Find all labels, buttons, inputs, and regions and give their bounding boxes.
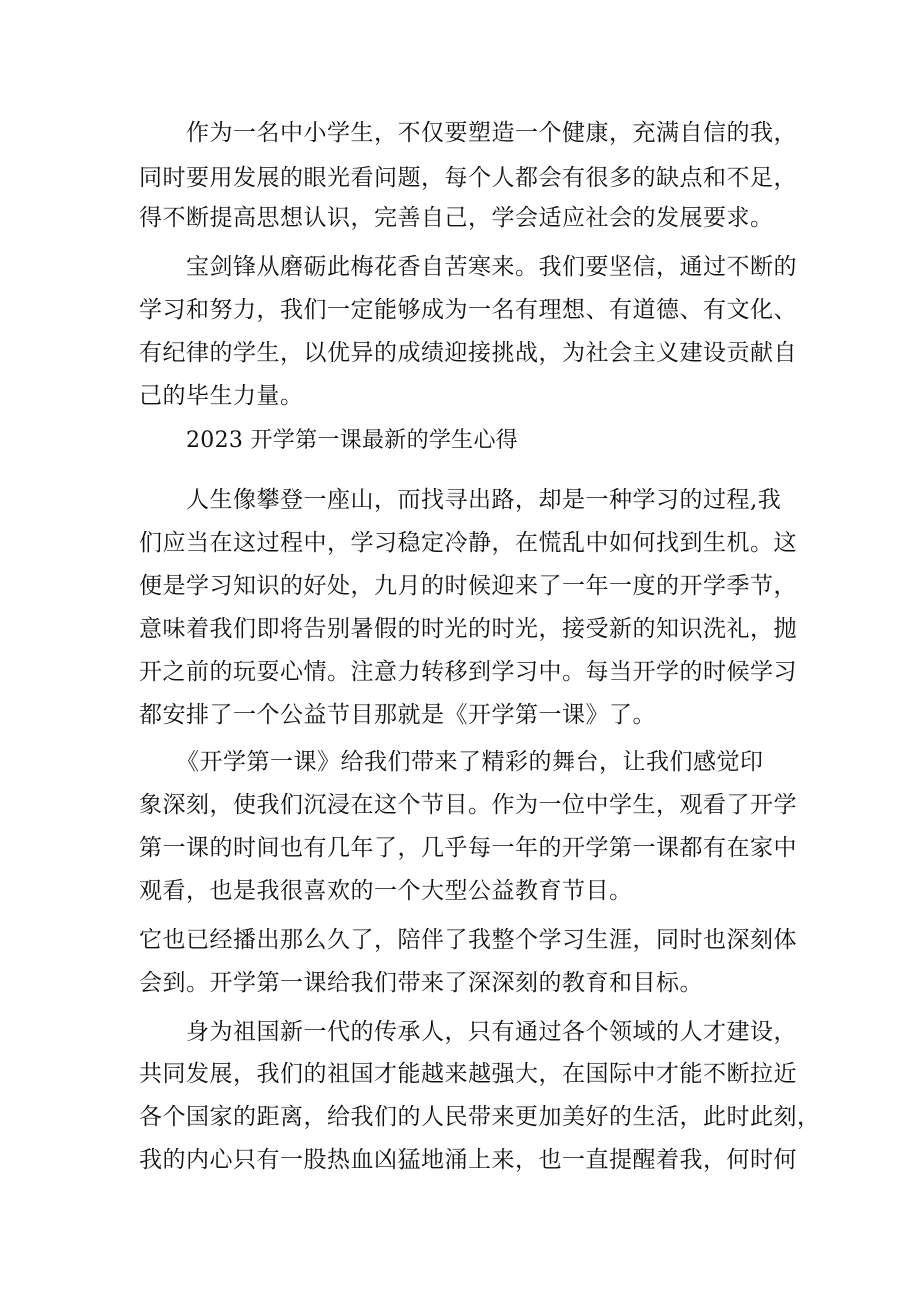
section-heading: 2023 开学第一课最新的学生心得 xyxy=(186,428,519,453)
text-line: 己的毕生力量。 xyxy=(139,383,304,409)
text-line: 共同发展，我们的祖国才能越来越强大，在国际中才能不断拉近 xyxy=(139,1061,797,1087)
text-line: 它也已经播出那么久了，陪伴了我整个学习生涯，同时也深刻体 xyxy=(139,927,797,953)
text-line: 作为一名中小学生，不仅要塑造一个健康，充满自信的我， xyxy=(186,120,797,146)
text-line: 开之前的玩耍心情。注意力转移到学习中。每当开学的时候学习 xyxy=(139,659,797,685)
text-line: 象深刻，使我们沉浸在这个节目。作为一位中学生，观看了开学 xyxy=(139,792,797,818)
text-line: 便是学习知识的好处，九月的时候迎来了一年一度的开学季节， xyxy=(139,573,797,599)
text-line: 第一课的时间也有几年了，几乎每一年的开学第一课都有在家中 xyxy=(139,835,797,861)
text-line: 观看，也是我很喜欢的一个大型公益教育节目。 xyxy=(139,878,633,904)
text-line: 意味着我们即将告别暑假的时光的时光，接受新的知识洗礼，抛 xyxy=(139,616,797,642)
text-line: 我的内心只有一股热血凶猛地涌上来，也一直提醒着我，何时何 xyxy=(139,1147,797,1173)
text-line: 宝剑锋从磨砺此梅花香自苦寒来。我们要坚信，通过不断的 xyxy=(186,254,797,280)
text-line: 会到。开学第一课给我们带来了深深刻的教育和目标。 xyxy=(139,970,703,996)
text-line: 们应当在这过程中，学习稳定冷静，在慌乱中如何找到生机。这 xyxy=(139,530,797,556)
text-line: 人生像攀登一座山，而找寻出路，却是一种学习的过程,我 xyxy=(186,487,782,513)
text-line: 《开学第一课》给我们带来了精彩的舞台，让我们感觉印 xyxy=(176,749,764,775)
text-line: 都安排了一个公益节目那就是《开学第一课》了。 xyxy=(139,702,656,728)
text-line: 同时要用发展的眼光看问题，每个人都会有很多的缺点和不足， xyxy=(139,165,797,191)
text-line: 各个国家的距离，给我们的人民带来更加美好的生活，此时此刻， xyxy=(139,1104,821,1130)
text-line: 得不断提高思想认识，完善自己，学会适应社会的发展要求。 xyxy=(139,205,774,231)
text-line: 有纪律的学生，以优异的成绩迎接挑战，为社会主义建设贡献自 xyxy=(139,340,797,366)
text-line: 身为祖国新一代的传承人，只有通过各个领域的人才建设， xyxy=(186,1019,797,1045)
text-line: 学习和努力，我们一定能够成为一名有理想、有道德、有文化、 xyxy=(139,297,797,323)
